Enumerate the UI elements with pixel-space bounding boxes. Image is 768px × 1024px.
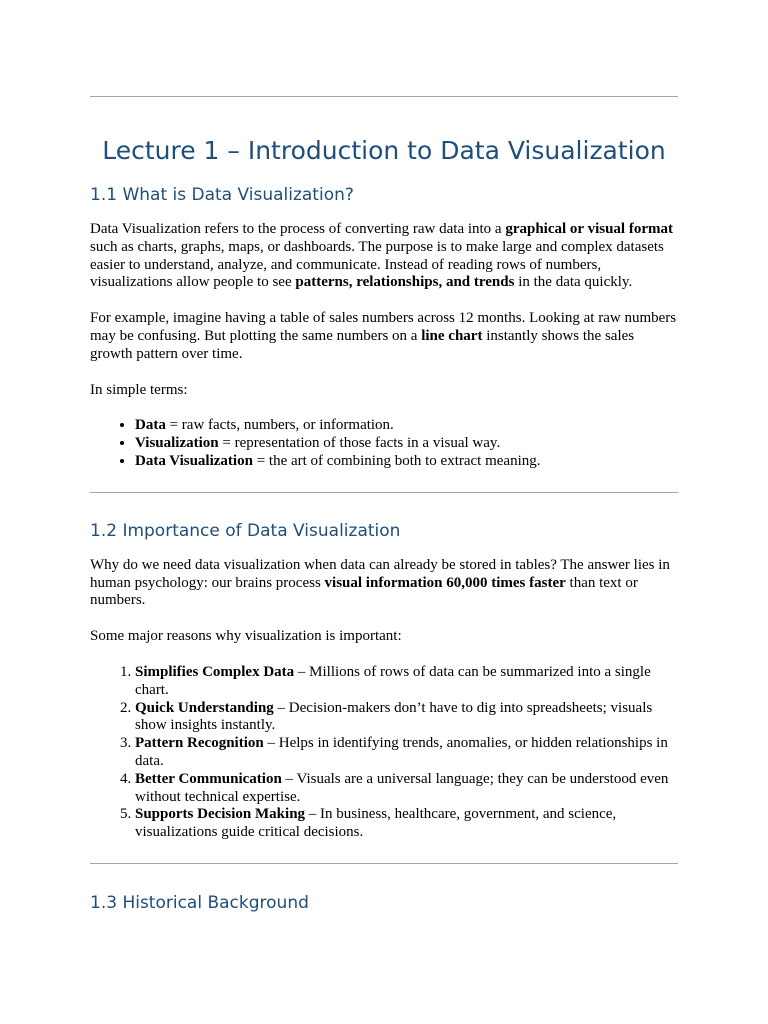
section-heading-1-2: 1.2 Importance of Data Visualization [90, 520, 401, 541]
definition-list [90, 417, 678, 470]
paragraph-simple-terms: In simple terms: [90, 381, 188, 398]
page-title: Lecture 1 – Introduction to Data Visualization [102, 136, 666, 165]
list-item: 4. Better Communication – Visuals are a universal language; they can be understood even without technical expertise. [135, 771, 678, 807]
list-item: • Data Visualization = the art of combining both to extract meaning. [135, 453, 678, 471]
horizontal-rule [90, 863, 678, 864]
list-item: 3. Pattern Recognition – Helps in identifying trends, anomalies, or hidden relationships in data. [135, 735, 678, 771]
list-item: 5. Supports Decision Making – In business, healthcare, government, and science, visualizations guide critical decisions. [135, 806, 678, 842]
paragraph-definition: Data Visualization refers to the process of converting raw data into a graphical or visual format such as charts, graphs, maps, or dashboards. The purpose is to make large and complex datasets easier to understand, analyze, and communicate. Instead of reading rows of numbers, visualizations allow people to see patterns, relationships, and trends in the data quickly. [90, 221, 673, 291]
reasons-list [90, 664, 678, 842]
section-heading-1-3: 1.3 Historical Background [90, 892, 309, 913]
paragraph-reasons-intro: Some major reasons why visualization is important: [90, 628, 402, 645]
list-item: 2. Quick Understanding – Decision-makers don’t have to dig into spreadsheets; visuals show insights instantly. [135, 700, 678, 736]
paragraph-example: For example, imagine having a table of sales numbers across 12 months. Looking at raw numbers may be confusing. But plotting the same numbers on a line chart instantly shows the sales growth pattern over time. [90, 310, 677, 362]
section-heading-1-1: 1.1 What is Data Visualization? [90, 185, 354, 205]
horizontal-rule [90, 96, 678, 97]
list-item: • Data = raw facts, numbers, or information. [135, 417, 678, 435]
document-page [0, 96, 768, 1024]
list-item: 1. Simplifies Complex Data – Millions of rows of data can be summarized into a single chart. [135, 664, 678, 700]
horizontal-rule [90, 492, 678, 493]
list-item: • Visualization = representation of those facts in a visual way. [135, 435, 678, 453]
paragraph-why: Why do we need data visualization when data can already be stored in tables? The answer lies in human psychology: our brains process visual information 60,000 times faster than text or numbers. [90, 556, 670, 609]
